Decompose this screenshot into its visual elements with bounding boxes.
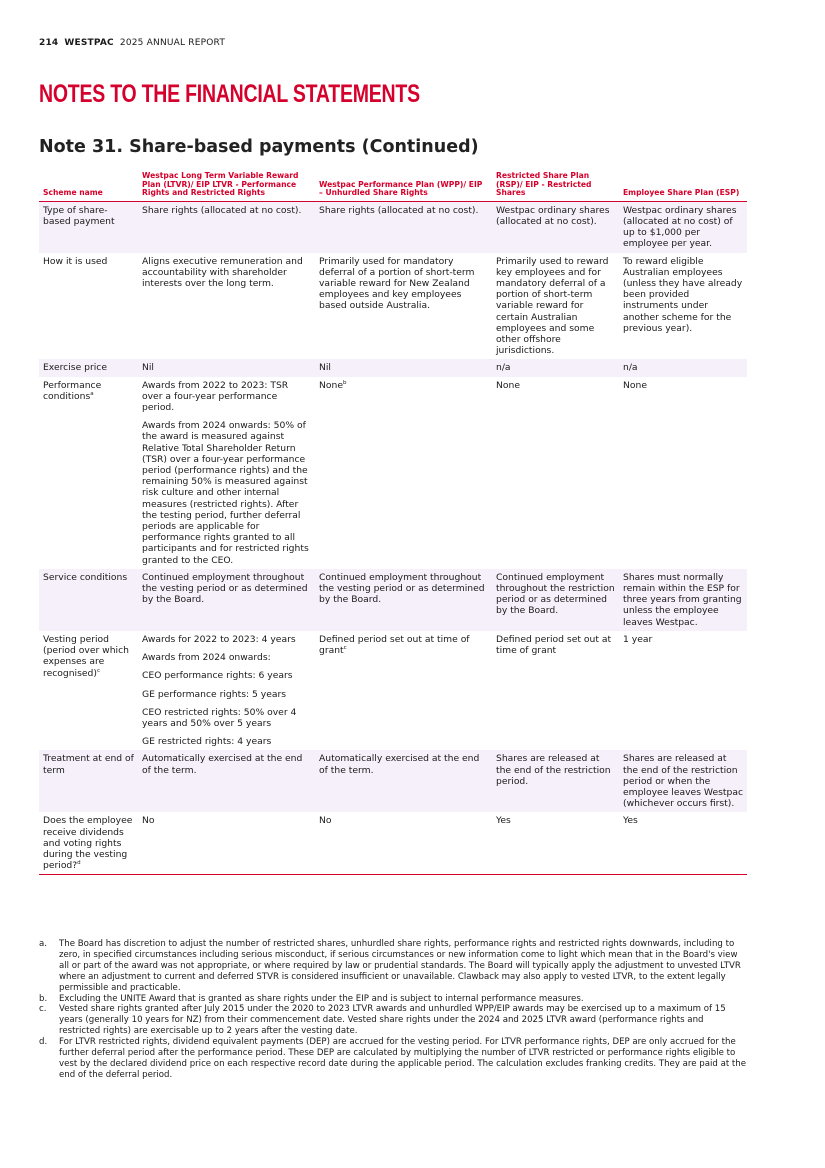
cell-text: Nil [142, 362, 154, 374]
cell-text: n/a [496, 362, 511, 374]
cell-text: Primarily used to reward key employees and for mandatory deferral of a portion of short-term variable reward for certain Australian employees and some other offshore jurisdictions. [496, 255, 609, 357]
cell-ltvr [138, 812, 315, 875]
cell-text: No [319, 815, 332, 827]
cell-text: CEO restricted rights: 50% over 4 years and 50% over 5 years [142, 706, 297, 729]
footnotes [39, 939, 747, 1081]
cell-text: Automatically exercised at the end of the term. [319, 753, 480, 776]
share-scheme-table [39, 172, 747, 875]
footnote [39, 939, 747, 994]
report-name: 2025 ANNUAL REPORT [119, 38, 226, 48]
row-label-text: Vesting period (period over which expenses are recognised) [43, 633, 129, 679]
cell-wpp [315, 569, 492, 631]
footnote-label: c. [39, 1004, 47, 1015]
cell-text: Share rights (allocated at no cost). [319, 204, 479, 216]
cell-rsp [492, 201, 619, 252]
cell-ltvr [138, 359, 315, 376]
cell-paragraph [142, 572, 311, 606]
cell-paragraph [142, 736, 311, 747]
cell-paragraph [496, 572, 615, 617]
cell-rsp [492, 253, 619, 360]
cell-paragraph [142, 362, 311, 373]
column-header: Scheme name [39, 172, 138, 201]
table-row [39, 377, 747, 569]
cell-paragraph [142, 753, 311, 775]
cell-text: Yes [496, 815, 511, 827]
cell-text: Nil [319, 362, 331, 374]
cell-paragraph [623, 256, 743, 334]
cell-rsp [492, 631, 619, 750]
column-header: Restricted Share Plan (RSP)/ EIP - Restricted Shares [492, 172, 619, 201]
row-label [39, 812, 138, 875]
cell-ltvr [138, 253, 315, 360]
row-label-text: Does the employee receive dividends and voting rights during the vesting period? [43, 815, 133, 872]
cell-esp [619, 750, 747, 812]
cell-paragraph [142, 670, 311, 681]
cell-text: Awards for 2022 to 2023: 4 years [142, 633, 296, 645]
cell-text: Defined period set out at time of grant [319, 633, 470, 657]
cell-text: Yes [623, 815, 638, 827]
cell-paragraph [496, 362, 615, 373]
cell-text: 1 year [623, 633, 653, 645]
cell-wpp [315, 359, 492, 376]
cell-paragraph [142, 815, 311, 826]
footnote [39, 994, 747, 1005]
cell-text: Shares are released at the end of the restriction period or when the employee leaves Westpac (whichever occurs first). [623, 753, 744, 810]
column-header: Employee Share Plan (ESP) [619, 172, 747, 201]
cell-paragraph [496, 380, 615, 391]
row-label [39, 201, 138, 252]
cell-paragraph [623, 380, 743, 391]
cell-paragraph [142, 707, 311, 729]
cell-paragraph [319, 815, 488, 826]
cell-esp [619, 359, 747, 376]
cell-text: Westpac ordinary shares (allocated at no cost). [496, 204, 610, 227]
footnote-ref: c [96, 667, 100, 674]
cell-text: Awards from 2024 onwards: 50% of the award is measured against Relative Total Shareholder Return (TSR) over a four-year performance period (performance rights) and the remaining 50% is measured against risk culture and other internal measures (restricted rights). After the testing period, further deferral periods are applicable for performance rights granted to all participants and for restricted rights granted to the CEO. [142, 420, 309, 566]
footnote-ref: c [343, 645, 347, 652]
running-header [39, 38, 225, 48]
footnote-text: Vested share rights granted after July 2015 under the 2020 to 2023 LTVR awards and unhurdled WPP/EIP awards may be exercised up to a maximum of 15 years (generally 10 years for NZ) from their commencement date. Vested share rights under the 2024 and 2025 LTVR award (performance rights and restricted rights) are exercisable up to 2 years after the vesting date. [59, 1004, 726, 1037]
cell-text: Shares are released at the end of the restriction period. [496, 753, 611, 787]
row-label-text: Performance conditions [43, 379, 102, 402]
cell-paragraph [496, 205, 615, 227]
cell-text: Continued employment throughout the vesting period or as determined by the Board. [142, 571, 308, 606]
cell-paragraph [623, 572, 743, 628]
footnote-text: For LTVR restricted rights, dividend equivalent payments (DEP) are accrued for the vesting period. For LTVR performance rights, DEP are only accrued for the further deferral period after the performance period. These DEP are calculated by multiplying the number of LTVR restricted or performance rights eligible to vest by the declared dividend price on each respective record date during the applicable period. The calculation excludes franking credits. They are paid at the end of the deferral period. [59, 1037, 747, 1080]
table-row [39, 253, 747, 360]
cell-esp [619, 631, 747, 750]
table-header-row [39, 172, 747, 201]
brand-name: WESTPAC [64, 38, 114, 48]
cell-esp [619, 253, 747, 360]
row-label-text: Type of share-based payment [43, 204, 115, 227]
cell-text: CEO performance rights: 6 years [142, 670, 293, 682]
cell-text: n/a [623, 362, 638, 374]
cell-rsp [492, 750, 619, 812]
cell-text: Share rights (allocated at no cost). [142, 204, 302, 216]
cell-text: Primarily used for mandatory deferral of a portion of short-term variable reward for New Zealand employees and key employees based outside Australia. [319, 255, 475, 312]
cell-paragraph [142, 652, 311, 663]
table-row [39, 569, 747, 631]
cell-paragraph [319, 205, 488, 216]
cell-paragraph [319, 380, 488, 391]
table-row [39, 359, 747, 376]
cell-ltvr [138, 631, 315, 750]
cell-rsp [492, 377, 619, 569]
cell-ltvr [138, 377, 315, 569]
table-row [39, 812, 747, 875]
cell-text: None [319, 379, 343, 391]
cell-esp [619, 377, 747, 569]
cell-paragraph [496, 753, 615, 787]
table-row [39, 201, 747, 252]
section-title: NOTES TO THE FINANCIAL STATEMENTS [39, 80, 420, 108]
cell-text: Aligns executive remuneration and accountability with shareholder interests over the long term. [142, 255, 303, 289]
cell-ltvr [138, 569, 315, 631]
row-label-text: Exercise price [43, 362, 108, 374]
cell-ltvr [138, 750, 315, 812]
cell-paragraph [319, 572, 488, 606]
cell-text: Westpac ordinary shares (allocated at no cost) of up to $1,000 per employee per year. [623, 204, 737, 250]
cell-wpp [315, 812, 492, 875]
cell-paragraph [319, 362, 488, 373]
cell-esp [619, 201, 747, 252]
column-header: Westpac Performance Plan (WPP)/ EIP – Unhurdled Share Rights [315, 172, 492, 201]
row-label [39, 359, 138, 376]
cell-paragraph [496, 634, 615, 656]
cell-paragraph [496, 815, 615, 826]
cell-paragraph [623, 753, 743, 809]
cell-wpp [315, 201, 492, 252]
row-label [39, 750, 138, 812]
cell-wpp [315, 377, 492, 569]
cell-text: Awards from 2022 to 2023: TSR over a four-year performance period. [142, 379, 289, 414]
cell-esp [619, 569, 747, 631]
cell-text: No [142, 815, 155, 827]
cell-paragraph [623, 634, 743, 645]
cell-paragraph [319, 753, 488, 775]
cell-paragraph [623, 362, 743, 373]
footnote-ref: a [90, 390, 94, 397]
cell-wpp [315, 750, 492, 812]
cell-paragraph [142, 205, 311, 216]
cell-text: None [496, 379, 520, 391]
footnote-text: The Board has discretion to adjust the number of restricted shares, unhurdled share rights, performance rights and restricted rights downwards, including to zero, in specified circumstances including serious misconduct, if serious circumstances or new information come to light which mean that in the Board's view all or part of the award was not appropriate, or where required by law or prudential standards. The Board will typically apply the adjustment to unvested LTVR where an adjustment to current and deferred STVR is considered insufficient or unavailable. Clawback may also apply to vested LTVR, to the extent legally permissible and practicable. [59, 939, 741, 993]
cell-text: Automatically exercised at the end of the term. [142, 753, 303, 776]
cell-paragraph [142, 380, 311, 414]
footnote [39, 1037, 747, 1081]
cell-rsp [492, 812, 619, 875]
cell-paragraph [142, 420, 311, 566]
cell-paragraph [496, 256, 615, 357]
row-label-text: Treatment at end of term [43, 753, 134, 776]
footnote-label: a. [39, 939, 47, 949]
footnote [39, 1004, 747, 1037]
cell-text: To reward eligible Australian employees (unless they have already been provided instruments under another scheme for the previous year). [623, 255, 743, 334]
page-number: 214 [39, 38, 59, 48]
row-label [39, 377, 138, 569]
cell-paragraph [623, 815, 743, 826]
footnote-ref: b [342, 379, 347, 386]
footnote-ref: d [77, 860, 81, 867]
cell-text: Continued employment throughout the restriction period or as determined by the Board. [496, 571, 615, 617]
cell-paragraph [142, 689, 311, 700]
row-label-text: Service conditions [43, 571, 128, 583]
cell-rsp [492, 569, 619, 631]
cell-paragraph [319, 634, 488, 656]
row-label [39, 569, 138, 631]
row-label-text: How it is used [43, 255, 108, 267]
cell-text: Awards from 2024 onwards: [142, 652, 271, 664]
cell-wpp [315, 631, 492, 750]
cell-text: Defined period set out at time of grant [496, 633, 612, 657]
footnote-text: Excluding the UNITE Award that is granted as share rights under the EIP and is subject to internal performance measures. [59, 993, 584, 1004]
table-row [39, 631, 747, 750]
cell-paragraph [142, 634, 311, 645]
cell-text: GE performance rights: 5 years [142, 688, 287, 700]
footnote-label: b. [39, 993, 48, 1004]
row-label [39, 253, 138, 360]
cell-wpp [315, 253, 492, 360]
cell-text: Shares must normally remain within the ESP for three years from granting unless the employee leaves Westpac. [623, 571, 742, 628]
footnote-label: d. [39, 1037, 48, 1048]
cell-paragraph [142, 256, 311, 290]
table-row [39, 750, 747, 812]
cell-paragraph [623, 205, 743, 250]
column-header: Westpac Long Term Variable Reward Plan (LTVR)/ EIP LTVR - Performance Rights and Restricted Rights [138, 172, 315, 201]
note-title: Note 31. Share-based payments (Continued) [39, 137, 479, 157]
cell-text: None [623, 379, 647, 391]
cell-text: Continued employment throughout the vesting period or as determined by the Board. [319, 571, 485, 606]
cell-paragraph [319, 256, 488, 312]
row-label [39, 631, 138, 750]
cell-rsp [492, 359, 619, 376]
cell-esp [619, 812, 747, 875]
cell-ltvr [138, 201, 315, 252]
cell-text: GE restricted rights: 4 years [142, 736, 272, 748]
